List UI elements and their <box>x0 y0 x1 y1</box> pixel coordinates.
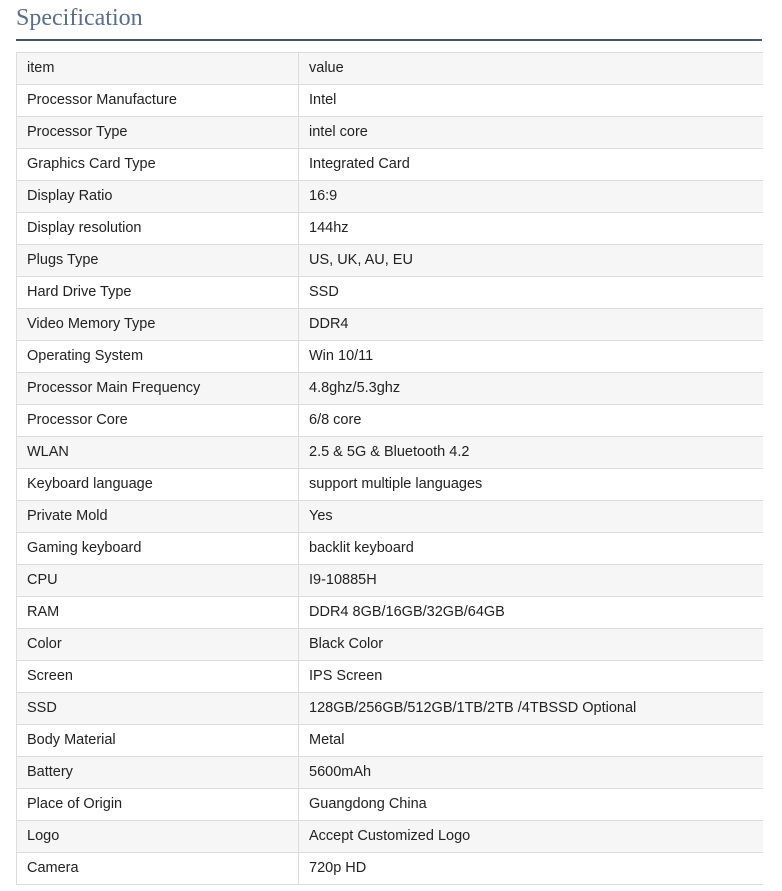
spec-value-cell: DDR4 8GB/16GB/32GB/64GB <box>299 597 763 629</box>
table-row <box>17 501 763 533</box>
spec-value-cell: 6/8 core <box>299 405 763 437</box>
spec-value-cell: intel core <box>299 117 763 149</box>
table-header-row <box>17 53 763 85</box>
spec-value-cell: IPS Screen <box>299 661 763 693</box>
table-row <box>17 405 763 437</box>
spec-value-cell: I9-10885H <box>299 565 763 597</box>
spec-value-cell: Win 10/11 <box>299 341 763 373</box>
spec-value-cell: Accept Customized Logo <box>299 821 763 853</box>
table-row <box>17 597 763 629</box>
spec-item-cell: SSD <box>17 693 299 725</box>
spec-value-cell: Guangdong China <box>299 789 763 821</box>
table-row <box>17 693 763 725</box>
table-row <box>17 213 763 245</box>
header-item-cell: item <box>17 53 299 85</box>
table-row <box>17 117 763 149</box>
spec-item-cell: CPU <box>17 565 299 597</box>
table-row <box>17 629 763 661</box>
spec-value-cell: 16:9 <box>299 181 763 213</box>
table-row <box>17 661 763 693</box>
table-row <box>17 85 763 117</box>
spec-value-cell: SSD <box>299 277 763 309</box>
table-row <box>17 437 763 469</box>
spec-value-cell: 128GB/256GB/512GB/1TB/2TB /4TBSSD Optional <box>299 693 763 725</box>
table-row <box>17 181 763 213</box>
spec-value-cell: 5600mAh <box>299 757 763 789</box>
table-row <box>17 757 763 789</box>
spec-item-cell: Color <box>17 629 299 661</box>
spec-item-cell: Body Material <box>17 725 299 757</box>
spec-item-cell: Hard Drive Type <box>17 277 299 309</box>
spec-item-cell: Camera <box>17 853 299 885</box>
spec-value-cell: 720p HD <box>299 853 763 885</box>
spec-item-cell: Private Mold <box>17 501 299 533</box>
spec-value-cell: US, UK, AU, EU <box>299 245 763 277</box>
spec-item-cell: Graphics Card Type <box>17 149 299 181</box>
spec-value-cell: backlit keyboard <box>299 533 763 565</box>
spec-item-cell: Processor Core <box>17 405 299 437</box>
spec-value-cell: support multiple languages <box>299 469 763 501</box>
table-row <box>17 373 763 405</box>
spec-item-cell: Plugs Type <box>17 245 299 277</box>
table-row <box>17 245 763 277</box>
spec-item-cell: Place of Origin <box>17 789 299 821</box>
spec-item-cell: Display resolution <box>17 213 299 245</box>
spec-item-cell: Screen <box>17 661 299 693</box>
spec-item-cell: RAM <box>17 597 299 629</box>
spec-item-cell: Logo <box>17 821 299 853</box>
spec-item-cell: WLAN <box>17 437 299 469</box>
spec-item-cell: Keyboard language <box>17 469 299 501</box>
header-value-cell: value <box>299 53 763 85</box>
spec-item-cell: Battery <box>17 757 299 789</box>
spec-value-cell: Yes <box>299 501 763 533</box>
table-row <box>17 533 763 565</box>
table-row <box>17 789 763 821</box>
spec-item-cell: Operating System <box>17 341 299 373</box>
spec-value-cell: DDR4 <box>299 309 763 341</box>
title-divider <box>16 39 762 41</box>
page-title: Specification <box>16 5 143 31</box>
spec-item-cell: Processor Type <box>17 117 299 149</box>
table-row <box>17 853 763 885</box>
table-row <box>17 341 763 373</box>
spec-item-cell: Gaming keyboard <box>17 533 299 565</box>
table-row <box>17 565 763 597</box>
spec-item-cell: Display Ratio <box>17 181 299 213</box>
specification-table <box>16 52 763 885</box>
table-row <box>17 309 763 341</box>
spec-item-cell: Video Memory Type <box>17 309 299 341</box>
spec-item-cell: Processor Manufacture <box>17 85 299 117</box>
spec-value-cell: 144hz <box>299 213 763 245</box>
specification-table-body <box>17 53 763 885</box>
spec-value-cell: Integrated Card <box>299 149 763 181</box>
table-row <box>17 149 763 181</box>
table-row <box>17 821 763 853</box>
spec-value-cell: 2.5 & 5G & Bluetooth 4.2 <box>299 437 763 469</box>
spec-value-cell: 4.8ghz/5.3ghz <box>299 373 763 405</box>
spec-value-cell: Black Color <box>299 629 763 661</box>
spec-value-cell: Metal <box>299 725 763 757</box>
table-row <box>17 277 763 309</box>
table-row <box>17 725 763 757</box>
spec-item-cell: Processor Main Frequency <box>17 373 299 405</box>
spec-value-cell: Intel <box>299 85 763 117</box>
table-row <box>17 469 763 501</box>
